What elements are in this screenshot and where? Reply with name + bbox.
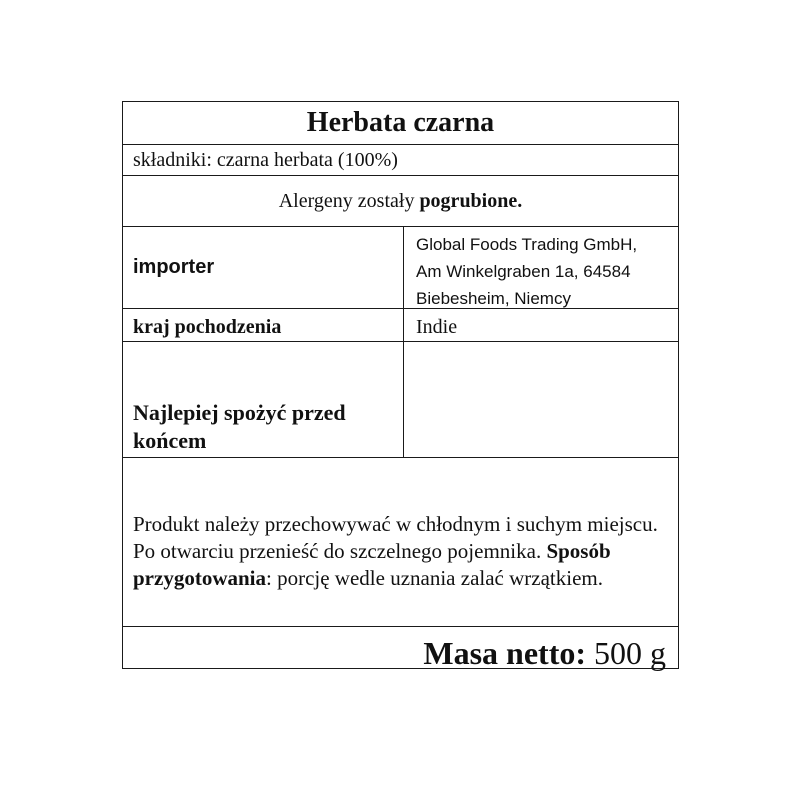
product-title: Herbata czarna — [306, 107, 495, 138]
allergens-text: Alergeny zostały — [278, 190, 415, 212]
importer-line: Biebesheim, Niemcy — [416, 289, 571, 308]
best-before-value — [404, 342, 678, 457]
net-weight-label: Masa netto: — [423, 635, 586, 671]
importer-label: importer — [133, 256, 215, 278]
origin-label: kraj pochodzenia — [133, 316, 282, 338]
importer-line: Am Winkelgraben 1a, 64584 — [416, 262, 631, 281]
allergens-bold-text: pogrubione. — [419, 190, 523, 212]
importer-address — [404, 227, 678, 308]
allergens-note — [123, 176, 678, 226]
best-before-line: Najlepiej spożyć przed — [133, 400, 346, 425]
ingredients-text: składniki: czarna herbata (100%) — [133, 149, 398, 171]
storage-instructions — [123, 458, 678, 626]
column-divider — [403, 226, 404, 457]
preparation-text: : porcję wedle uznania zalać wrzątkiem. — [266, 566, 603, 590]
net-weight-value: 500 g — [594, 635, 666, 671]
origin-value: Indie — [416, 316, 458, 338]
best-before-label — [123, 342, 403, 457]
storage-text: Produkt należy przechowywać w chłodnym i suchym miejscu. Po otwarciu przenieść do szczelnego pojemnika. — [133, 512, 658, 563]
net-weight — [123, 627, 678, 669]
best-before-line: końcem — [133, 428, 207, 453]
preparation-label: Sposób przygotowania — [133, 539, 611, 590]
product-label — [122, 101, 679, 669]
importer-line: Global Foods Trading GmbH, — [416, 235, 638, 254]
